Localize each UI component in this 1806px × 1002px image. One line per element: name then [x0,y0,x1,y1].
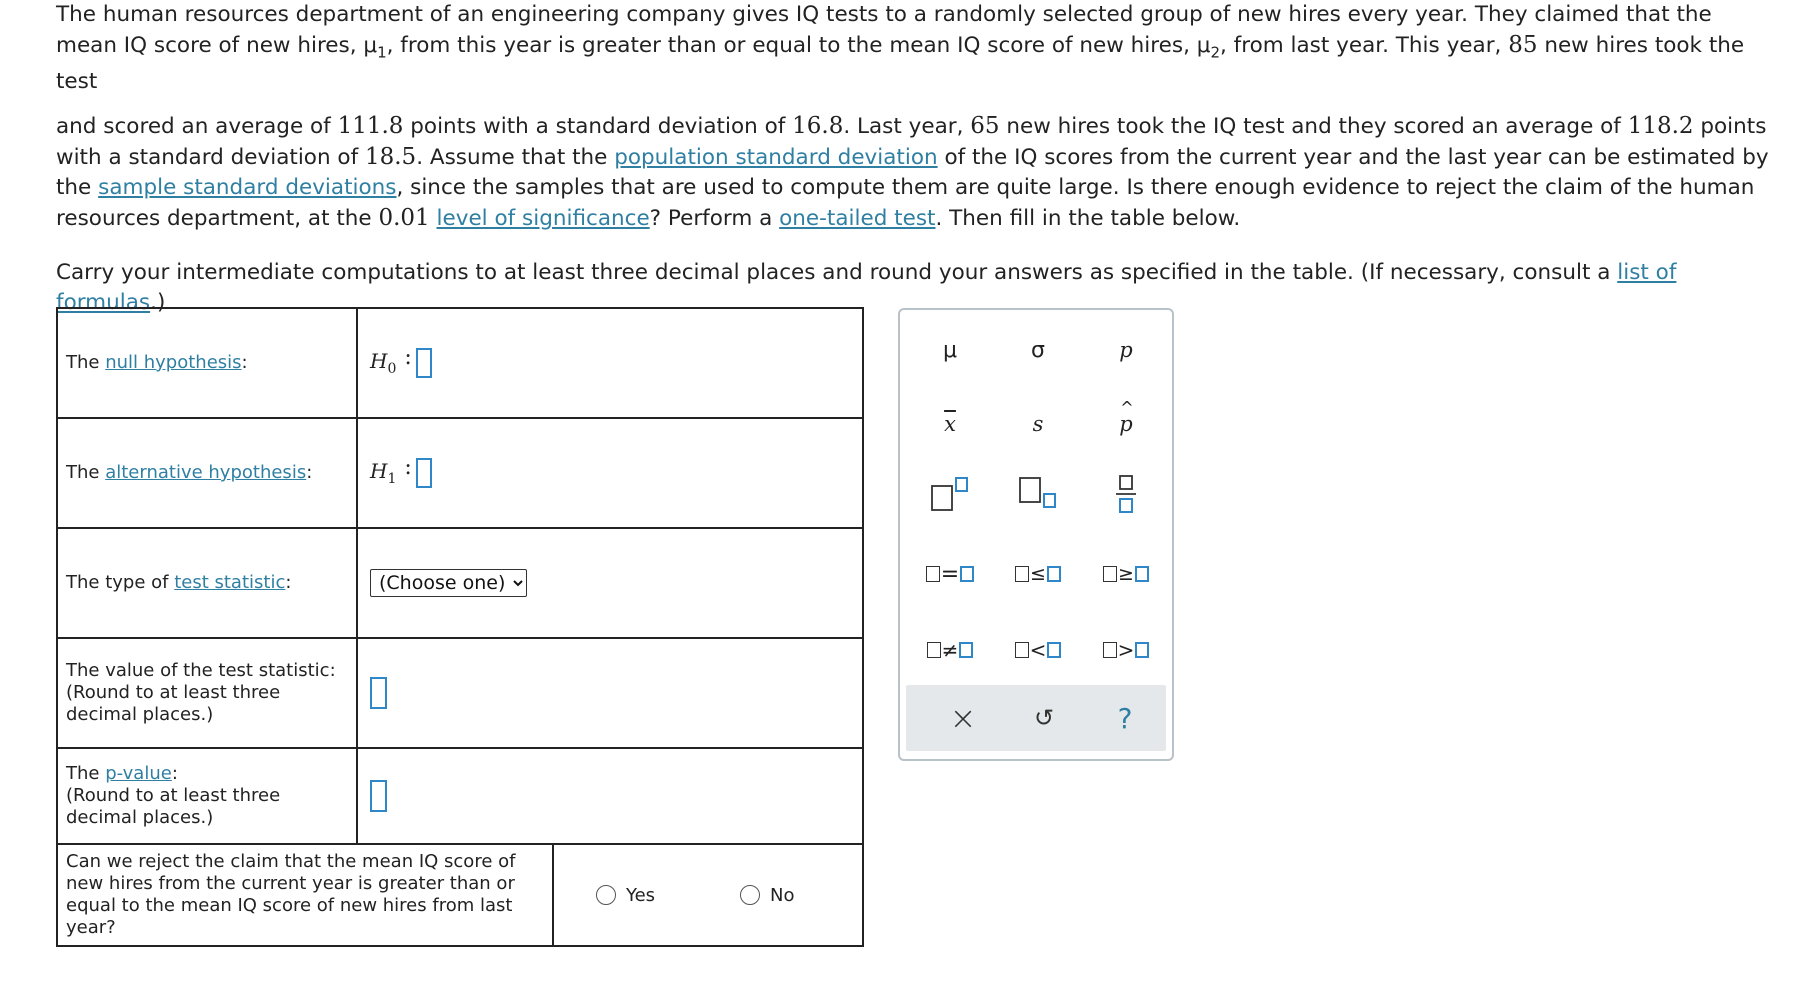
test-statistic-value-label [58,639,358,747]
label-text: The [66,352,106,373]
reject-claim-options [554,845,862,945]
no-option[interactable] [740,885,794,906]
phat-letter: p [1119,412,1133,436]
equals-button[interactable] [920,554,980,594]
mu1-symbol: μ [363,33,378,58]
yes-radio[interactable] [596,885,616,905]
phat-button[interactable] [1096,398,1156,444]
lt-symbol: < [1029,638,1047,662]
fraction-button[interactable] [1096,474,1156,514]
alt-hypothesis-input[interactable] [416,458,432,488]
population-sd-link[interactable]: population standard deviation [614,145,938,171]
superscript-button[interactable] [920,474,980,514]
clear-button[interactable] [938,698,988,738]
h0-subscript: 0 [387,361,397,377]
subscript-icon [1018,476,1058,512]
yes-option[interactable] [596,885,655,906]
answer-table [56,307,864,947]
yes-label: Yes [626,884,656,906]
palette-action-bar [906,685,1166,751]
reject-claim-row [58,845,862,945]
problem-text: points with a standard deviation of [403,114,793,140]
alt-hypothesis-cell [358,419,862,527]
space [430,206,437,231]
one-tailed-test-link[interactable]: one-tailed test [779,206,936,232]
problem-text: The human resources department of an engineering company gives IQ tests to a randomly selected group of new hires every year. They claimed that the mean IQ score of new hires, [56,2,1712,58]
h1-symbol [370,459,396,487]
gt-symbol: > [1117,638,1135,662]
problem-text: of the IQ scores from the current year and the last year can be estimated by the [56,145,1769,201]
n1-value: 85 [1508,32,1538,58]
greater-equal-button[interactable] [1096,554,1156,594]
no-radio[interactable] [740,885,760,905]
instructions-text: .) [150,290,166,316]
greater-than-icon [1103,638,1150,662]
label-text: The [66,763,106,784]
label-text: The value of the test statistic: [66,660,336,681]
p-value-input[interactable] [370,780,387,812]
h0-letter: H [370,349,388,373]
question-text: Can we reject the claim that the mean IQ score of new hires from the current year is greater than or equal to the mean IQ score of new hires from last year? [66,851,516,938]
problem-text: and scored an average of [56,114,338,140]
label-text: The type of [66,572,175,593]
test-statistic-value-input[interactable] [370,677,387,709]
mean2-value: 118.2 [1627,113,1694,140]
less-than-button[interactable] [1008,630,1068,670]
h1-colon: : [404,454,412,480]
not-equal-button[interactable] [920,630,980,670]
mu1-subscript: 1 [377,43,387,62]
problem-text: , from last year. This year, [1219,33,1509,58]
p-value-row [58,749,862,845]
eq-symbol: = [940,561,960,587]
p-value-cell [358,749,862,843]
null-hypothesis-cell [358,309,862,417]
s-icon: s [1032,412,1044,436]
test-statistic-value-row [58,639,862,749]
label-text: decimal places.) [66,807,214,828]
problem-statement [56,0,1776,318]
problem-text: . Last year, [843,114,971,140]
problem-text: ? Perform a [649,206,780,232]
help-button[interactable] [1100,698,1150,738]
label-text: : [241,352,248,373]
problem-text: . Assume that the [416,145,615,171]
mu-icon: μ [943,337,957,363]
sample-sd-link[interactable]: sample standard deviations [98,175,397,201]
symbol-palette [898,308,1174,761]
not-equal-icon [927,638,974,662]
list-of-formulas-link[interactable]: list of formulas [56,260,1677,316]
less-equal-button[interactable] [1008,554,1068,594]
alternative-hypothesis-link[interactable]: alternative hypothesis [105,462,307,483]
h1-subscript: 1 [387,471,397,487]
p-icon: p [1119,338,1133,362]
reject-claim-question [58,845,554,945]
label-text: : [285,572,292,593]
ne-symbol: ≠ [941,638,959,662]
test-statistic-link[interactable]: test statistic [174,572,286,593]
label-text: : [306,462,313,483]
label-text: decimal places.) [66,704,214,725]
problem-paragraph [56,0,1776,234]
alpha-value: 0.01 [378,205,430,232]
sigma-icon: σ [1031,337,1045,363]
no-label: No [770,884,795,906]
sd2-value: 18.5 [364,144,417,171]
label-text: (Round to at least three [66,785,281,806]
sigma-button[interactable] [1008,330,1068,370]
s-button[interactable] [1008,404,1068,444]
xbar-icon: $\overline{x}$ [944,412,956,436]
problem-text: . Then fill in the table below. [935,206,1241,232]
h0-symbol [370,349,396,377]
null-hypothesis-link[interactable]: null hypothesis [105,352,242,373]
null-hypothesis-input[interactable] [416,348,432,378]
test-statistic-type-label [58,529,358,637]
test-statistic-type-select[interactable] [370,569,527,597]
instructions-text: Carry your intermediate computations to at least three decimal places and round your answers as specified in the table. (If necessary, consult a [56,260,1618,286]
subscript-button[interactable] [1008,474,1068,514]
fraction-icon [1111,474,1141,514]
superscript-icon [930,476,970,512]
mu2-symbol: μ [1196,33,1211,58]
equals-icon [926,562,974,587]
mu2-subscript: 2 [1210,43,1220,62]
less-than-icon [1015,638,1062,662]
null-hypothesis-row [58,309,862,419]
h0-colon: : [404,344,412,370]
phat-icon: ^ p [1119,398,1134,436]
label-text: (Round to at least three [66,682,281,703]
xbar-button[interactable] [920,404,980,444]
level-of-significance-link[interactable]: level of significance [436,206,650,232]
greater-than-button[interactable] [1096,630,1156,670]
problem-text: , from this year is greater than or equal to the mean IQ score of new hires, [386,33,1197,58]
label-text: The [66,462,106,483]
p-value-label [58,749,358,843]
h1-letter: H [370,459,388,483]
alt-hypothesis-row [58,419,862,529]
help-icon: ? [1117,701,1133,735]
mu-button[interactable] [920,330,980,370]
undo-icon: ↺ [1033,704,1055,732]
less-equal-icon [1015,563,1061,585]
test-statistic-value-cell [358,639,862,747]
null-hypothesis-label [58,309,358,417]
alt-hypothesis-label [58,419,358,527]
le-symbol: ≤ [1030,563,1046,585]
problem-text: points with a standard deviation of [56,114,1767,171]
p-button[interactable] [1096,330,1156,370]
test-statistic-type-cell [358,529,862,637]
undo-button[interactable] [1019,698,1069,738]
mean1-value: 111.8 [337,113,404,140]
n2-value: 65 [970,113,1000,140]
problem-text: new hires took the test [56,33,1745,95]
sd1-value: 16.8 [792,113,844,140]
p-value-link[interactable]: p-value [105,763,172,784]
problem-text: new hires took the IQ test and they scored an average of [999,114,1628,140]
problem-text: , since the samples that are used to compute them are quite large. Is there enough evidence to reject the claim of the human resources department, at the [56,175,1755,232]
label-text: : [171,763,178,784]
test-statistic-type-row [58,529,862,639]
greater-equal-icon [1103,563,1149,585]
ge-symbol: ≥ [1118,563,1134,585]
close-icon: × [949,699,977,737]
